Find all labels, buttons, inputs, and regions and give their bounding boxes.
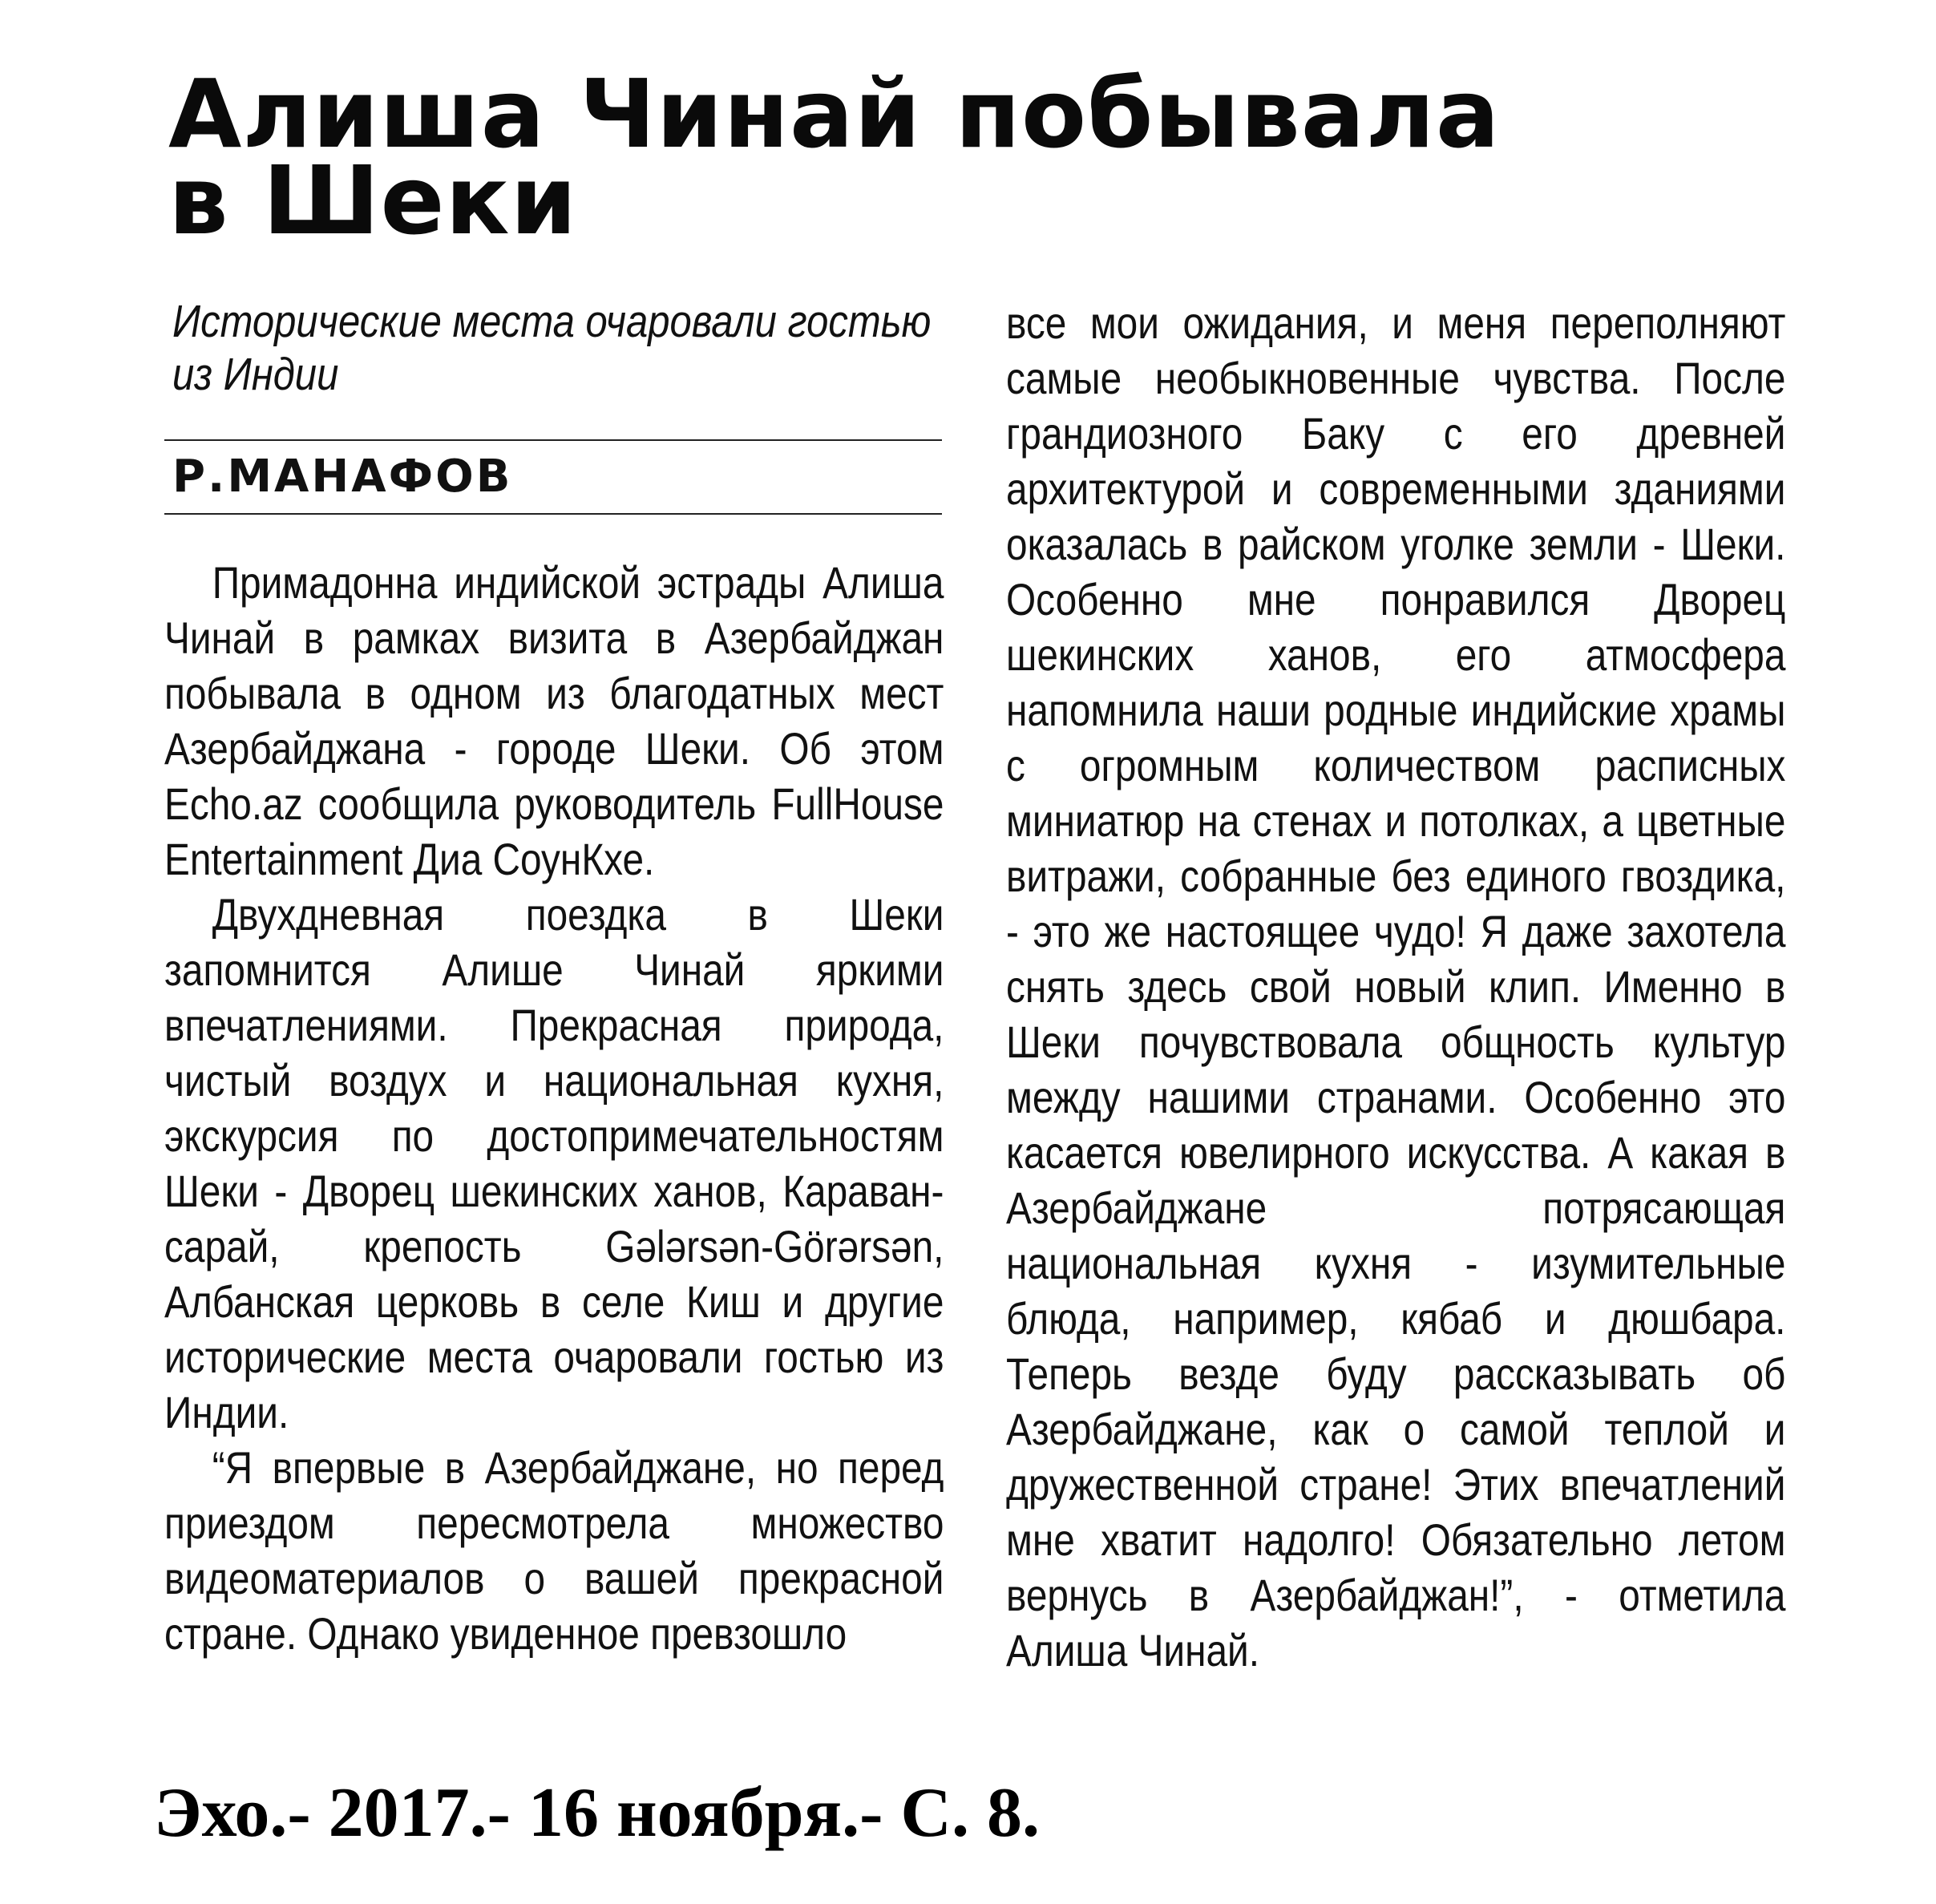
author-byline: Р.МАНАФОВ <box>172 451 513 503</box>
article-subtitle: Исторические места очаровали гостью из Индии <box>172 296 932 400</box>
paragraph-3: “Я впервые в Азербайджане, но перед приездом пересмотрела множество видеоматериалов о вашей прекрасной стране. Однако увиденное превзошло <box>164 1442 944 1659</box>
right-column <box>1006 295 1788 1678</box>
paragraph-2: Двухдневная поездка в Шеки запомнится Алише Чинай яркими впечатлениями. Прекрасная природа, чистый воздух и национальная кухня, экскурсия по достопримечательностям Шеки - Дворец шекинских ханов, Караван-сарай, крепость Gələrsən-Görərsən, Албанская церковь в селе Киш и другие исторические места очаровали гостью из Индии. <box>164 889 944 1437</box>
byline-bottom-rule <box>164 513 942 515</box>
byline-top-rule <box>164 439 942 441</box>
headline-line-2: в Шеки <box>168 145 578 256</box>
article-headline <box>168 59 1611 256</box>
paragraph-3-continued: все мои ожидания, и меня переполняют самые необыкновенные чувства. После грандиозного Баку с его древней архитектурой и современными зданиями оказалась в райском уголке земли - Шеки. Особенно мне понравился Дворец шекинских ханов, его атмосфера напомнила наши родные индийские храмы с огромным количеством расписных миниатюр на стенах и потолках, а цветные витражи, собранные без единого гвоздика, - это же настоящее чудо! Я даже захотела снять здесь свой новый клип. Именно в Шеки почувствовала общность культур между нашими странами. Особенно это касается ювелирного искусства. А какая в Азербайджане потрясающая национальная кухня - изумительные блюда, например, кябаб и дюшбара. Теперь везде буду рассказывать об Азербайджане, как о самой теплой и дружественной стране! Этих впечатлений мне хватит надолго! Обязательно летом вернусь в Азербайджан!”, - отметила Алиша Чинай. <box>1006 297 1786 1676</box>
left-column <box>164 295 946 1661</box>
source-citation: Эхо.- 2017.- 16 ноября.- С. 8. <box>154 1774 1040 1852</box>
paragraph-1: Примадонна индийской эстрады Алиша Чинай в рамках визита в Азербайджан побывала в одном из благодатных мест Азербайджана - городе Шеки. Об этом Echo.az сообщила руководитель FullHouse Entertainment Диа СоунКхе. <box>164 557 944 884</box>
headline-line-1: Алиша Чинай побывала <box>168 59 1501 169</box>
